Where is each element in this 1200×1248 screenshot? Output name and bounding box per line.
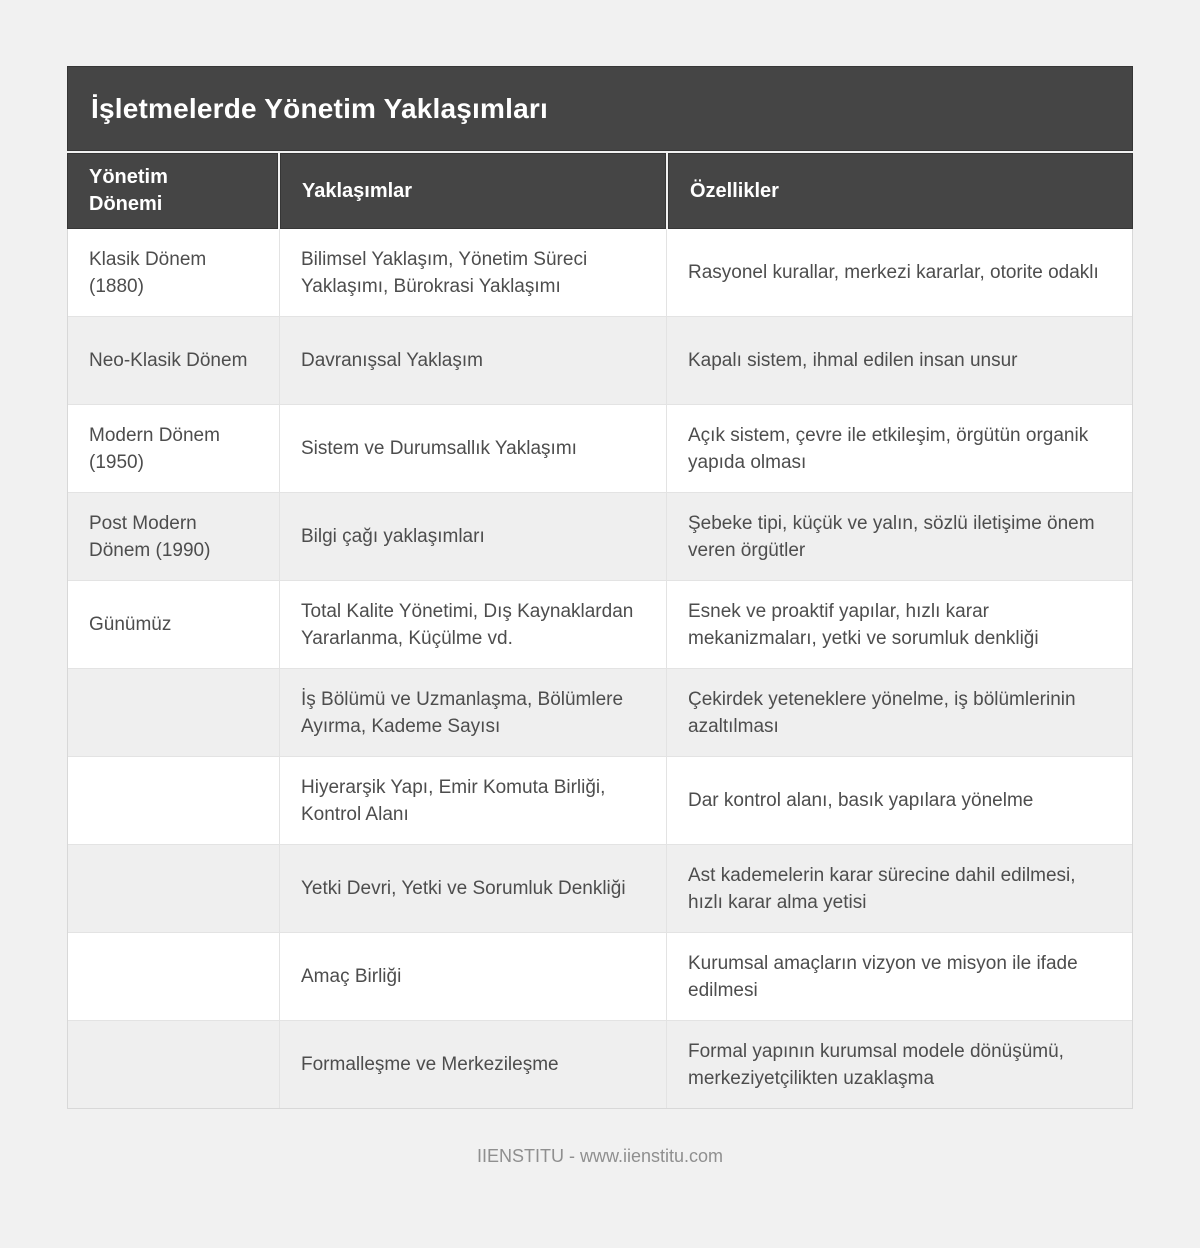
period-cell: Klasik Dönem (1880) xyxy=(68,229,280,316)
table-row xyxy=(68,844,1132,932)
table-body xyxy=(67,229,1133,1109)
approaches-cell: Yetki Devri, Yetki ve Sorumluk Denkliği xyxy=(280,845,667,932)
features-cell: Kapalı sistem, ihmal edilen insan unsur xyxy=(688,350,1018,371)
features-cell: Esnek ve proaktif yapılar, hızlı karar mekanizmaları, yetki ve sorumluk denkliği xyxy=(688,600,1039,649)
table-row xyxy=(68,756,1132,844)
approaches-cell: Amaç Birliği xyxy=(280,933,667,1020)
period-cell: Neo-Klasik Dönem xyxy=(68,317,280,404)
column-header-features xyxy=(668,153,1133,229)
period-cell xyxy=(68,669,280,756)
period-cell xyxy=(68,933,280,1020)
table-row xyxy=(68,1020,1132,1108)
approaches-cell: Hiyerarşik Yapı, Emir Komuta Birliği, Kontrol Alanı xyxy=(280,757,667,844)
table-row xyxy=(68,229,1132,316)
features-cell: Rasyonel kurallar, merkezi kararlar, otorite odaklı xyxy=(688,262,1099,283)
management-approaches-table xyxy=(67,66,1133,1109)
features-cell: Formal yapının kurumsal modele dönüşümü, merkeziyetçilikten uzaklaşma xyxy=(688,1040,1064,1089)
features-cell: Kurumsal amaçların vizyon ve misyon ile ifade edilmesi xyxy=(688,952,1078,1001)
table-title: İşletmelerde Yönetim Yaklaşımları xyxy=(67,66,1133,151)
column-header-period-label: Yönetim Dönemi xyxy=(89,166,168,215)
footer-credit: IIENSTITU - www.iienstitu.com xyxy=(476,1146,724,1166)
period-cell xyxy=(68,1021,280,1108)
period-cell: Modern Dönem (1950) xyxy=(68,405,280,492)
features-cell: Açık sistem, çevre ile etkileşim, örgütün organik yapıda olması xyxy=(688,424,1089,473)
period-cell xyxy=(68,845,280,932)
period-cell: Post Modern Dönem (1990) xyxy=(68,493,280,580)
column-header-period xyxy=(67,153,278,229)
table-row xyxy=(68,492,1132,580)
table-row xyxy=(68,932,1132,1020)
approaches-cell: İş Bölümü ve Uzmanlaşma, Bölümlere Ayırma, Kademe Sayısı xyxy=(280,669,667,756)
table-header-row xyxy=(67,153,1133,229)
features-cell: Şebeke tipi, küçük ve yalın, sözlü iletişime önem veren örgütler xyxy=(688,512,1095,561)
table-row xyxy=(68,316,1132,404)
period-cell: Günümüz xyxy=(68,581,280,668)
table-row xyxy=(68,580,1132,668)
table-row xyxy=(68,404,1132,492)
approaches-cell: Davranışsal Yaklaşım xyxy=(280,317,667,404)
features-cell: Dar kontrol alanı, basık yapılara yönelme xyxy=(688,790,1034,811)
features-cell: Ast kademelerin karar sürecine dahil edilmesi, hızlı karar alma yetisi xyxy=(688,864,1076,913)
approaches-cell: Sistem ve Durumsallık Yaklaşımı xyxy=(280,405,667,492)
table-row xyxy=(68,668,1132,756)
features-cell: Çekirdek yeteneklere yönelme, iş bölümlerinin azaltılması xyxy=(688,688,1076,737)
column-header-approaches xyxy=(280,153,666,229)
approaches-cell: Formalleşme ve Merkezileşme xyxy=(280,1021,667,1108)
column-header-features-label: Özellikler xyxy=(690,179,779,202)
approaches-cell: Bilgi çağı yaklaşımları xyxy=(280,493,667,580)
approaches-cell: Bilimsel Yaklaşım, Yönetim Süreci Yaklaşımı, Bürokrasi Yaklaşımı xyxy=(280,229,667,316)
period-cell xyxy=(68,757,280,844)
approaches-cell: Total Kalite Yönetimi, Dış Kaynaklardan Yararlanma, Küçülme vd. xyxy=(280,581,667,668)
column-header-approaches-label: Yaklaşımlar xyxy=(302,179,413,202)
